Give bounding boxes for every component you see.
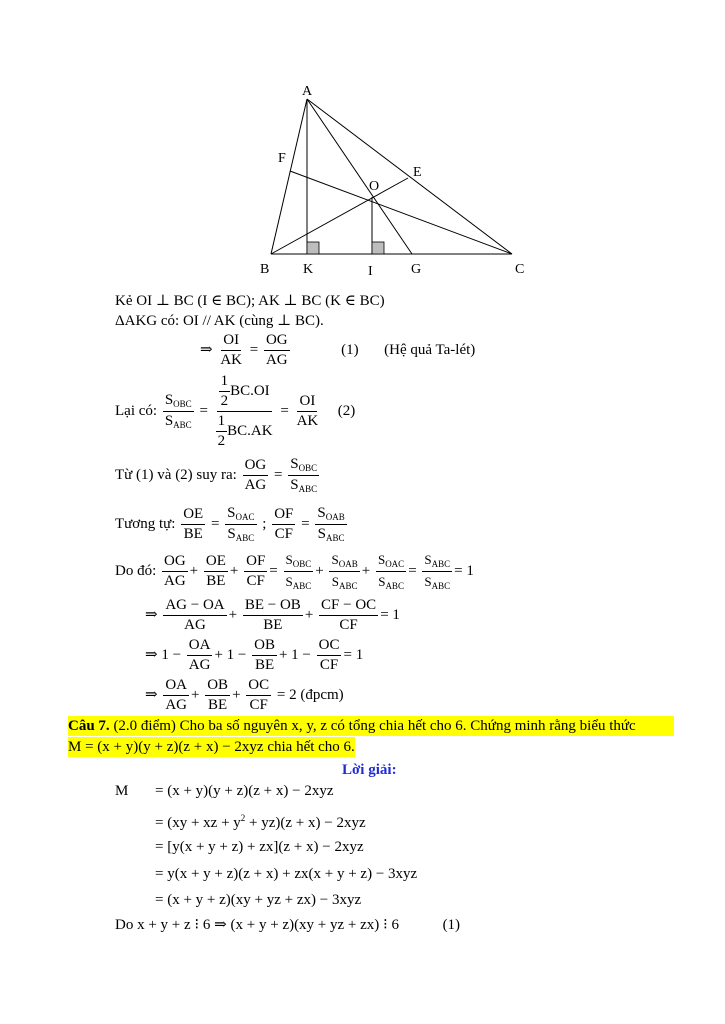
tag-1: (1) xyxy=(341,341,359,358)
question-points: (2.0 điểm) xyxy=(113,718,176,734)
eq-1: ⇒ $\frac{OI}{AK}$ = $\frac{OG}{AG}$ (1) (Hệ quả Ta-lét) xyxy=(200,332,476,368)
sol-step-1: = (x + y)(y + z)(z + x) − 2xyz xyxy=(155,783,334,799)
eq-6: ⇒ $\frac{AG - OA}{AG}$ + $\frac{BE - OB}{BE}$ + $\frac{CF - OC}{CF}$ = 1 xyxy=(145,597,400,633)
label-e: E xyxy=(413,165,422,180)
sol-step-2: = (xy + xz + $y^2 + yz)(z + x) - 2xyz$ xyxy=(155,813,366,831)
label-k: K xyxy=(303,262,314,277)
question-label: Câu 7. xyxy=(68,718,110,734)
side-ab xyxy=(271,99,307,254)
segment-cf xyxy=(290,171,512,254)
question-line-2 xyxy=(68,737,355,757)
line-akg: ΔAKG có: OI // AK (cùng ⊥ BC). xyxy=(115,313,324,329)
eq-2: Lại có: $\frac{S_{OBC}}{S_{ABC}}$ = $\frac{1}{2}$ BC.OI $\frac{1}{2}$ BC.AK = $\frac{OI}{AK}$ (2) xyxy=(115,373,356,449)
sol-step-5: = (x + y + z)(xy + yz + zx) − 3xyz xyxy=(155,892,362,908)
label-o: O xyxy=(369,179,380,194)
sol-step-4: = y(x + y + z)(z + x) + zx(x + y + z) − 3xyz xyxy=(155,866,418,882)
question-text-1: Cho ba số nguyên x, y, z có tổng chia hết cho 6. Chứng minh rằng biểu thức xyxy=(179,718,636,734)
right-angle-i xyxy=(372,242,384,254)
question-text-2: chia hết cho 6. xyxy=(267,739,355,755)
side-ac xyxy=(307,99,512,254)
label-b: B xyxy=(260,262,270,277)
question-line-1 xyxy=(68,716,674,736)
eq-8: ⇒ $\frac{OA}{AG}$ + $\frac{OB}{BE}$ + $\frac{OC}{CF}$ = 2 (đpcm) xyxy=(145,677,344,713)
eq-3: Từ (1) và (2) suy ra: $\frac{OG}{AG}$ = $\frac{S_{OBC}}{S_{ABC}}$ xyxy=(115,456,318,494)
eq-7: ⇒ 1 − $\frac{OA}{AG}$ + 1 − $\frac{OB}{BE}$ + 1 − $\frac{OC}{CF}$ = 1 xyxy=(145,637,364,673)
sol-step-6: Do x + y + z ⁝ 6 ⇒ (x + y + z)(xy + yz + zx) ⁝ 6 (1) xyxy=(115,917,461,933)
eq-4: Tương tự: $\frac{OE}{BE}$ = $\frac{S_{OAC}}{S_{ABC}}$ ; $\frac{OF}{CF}$ = $\frac{S_{OAB}}{S_{ABC}}$ xyxy=(115,505,345,543)
eq-5: Do đó: $\frac{OG}{AG}$ + $\frac{OE}{BE}$ + $\frac{OF}{CF}$ = $\frac{S_{OBC}}{S_{ABC}}$ + $\frac{S_{OAB}}{S_{ABC}}$ + $\frac{S_{OAC}}{S_{ABC}}$ = $\frac{S_{ABC}}{S_{ABC}}$ = 1 xyxy=(115,552,474,591)
question-expr: M = (x + y)(y + z)(z + x) − 2xyz xyxy=(68,739,264,755)
solution-heading: Lời giải: xyxy=(342,762,397,778)
sol-m-label: M xyxy=(115,783,129,799)
label-g: G xyxy=(411,262,422,277)
label-f: F xyxy=(278,151,286,166)
tag-2: (2) xyxy=(337,402,356,419)
label-a: A xyxy=(302,84,313,99)
sol-tag-1: (1) xyxy=(442,917,461,933)
note-taletes: (Hệ quả Ta-lét) xyxy=(384,341,476,358)
triangle-figure xyxy=(0,0,725,290)
segment-ag xyxy=(307,99,412,254)
right-angle-k xyxy=(307,242,319,254)
sol-step-3: = [y(x + y + z) + zx](z + x) − 2xyz xyxy=(155,839,364,855)
label-c: C xyxy=(515,262,525,277)
label-i: I xyxy=(368,264,373,279)
line-construct: Kẻ OI ⊥ BC (I ∈ BC); AK ⊥ BC (K ∈ BC) xyxy=(115,293,385,309)
